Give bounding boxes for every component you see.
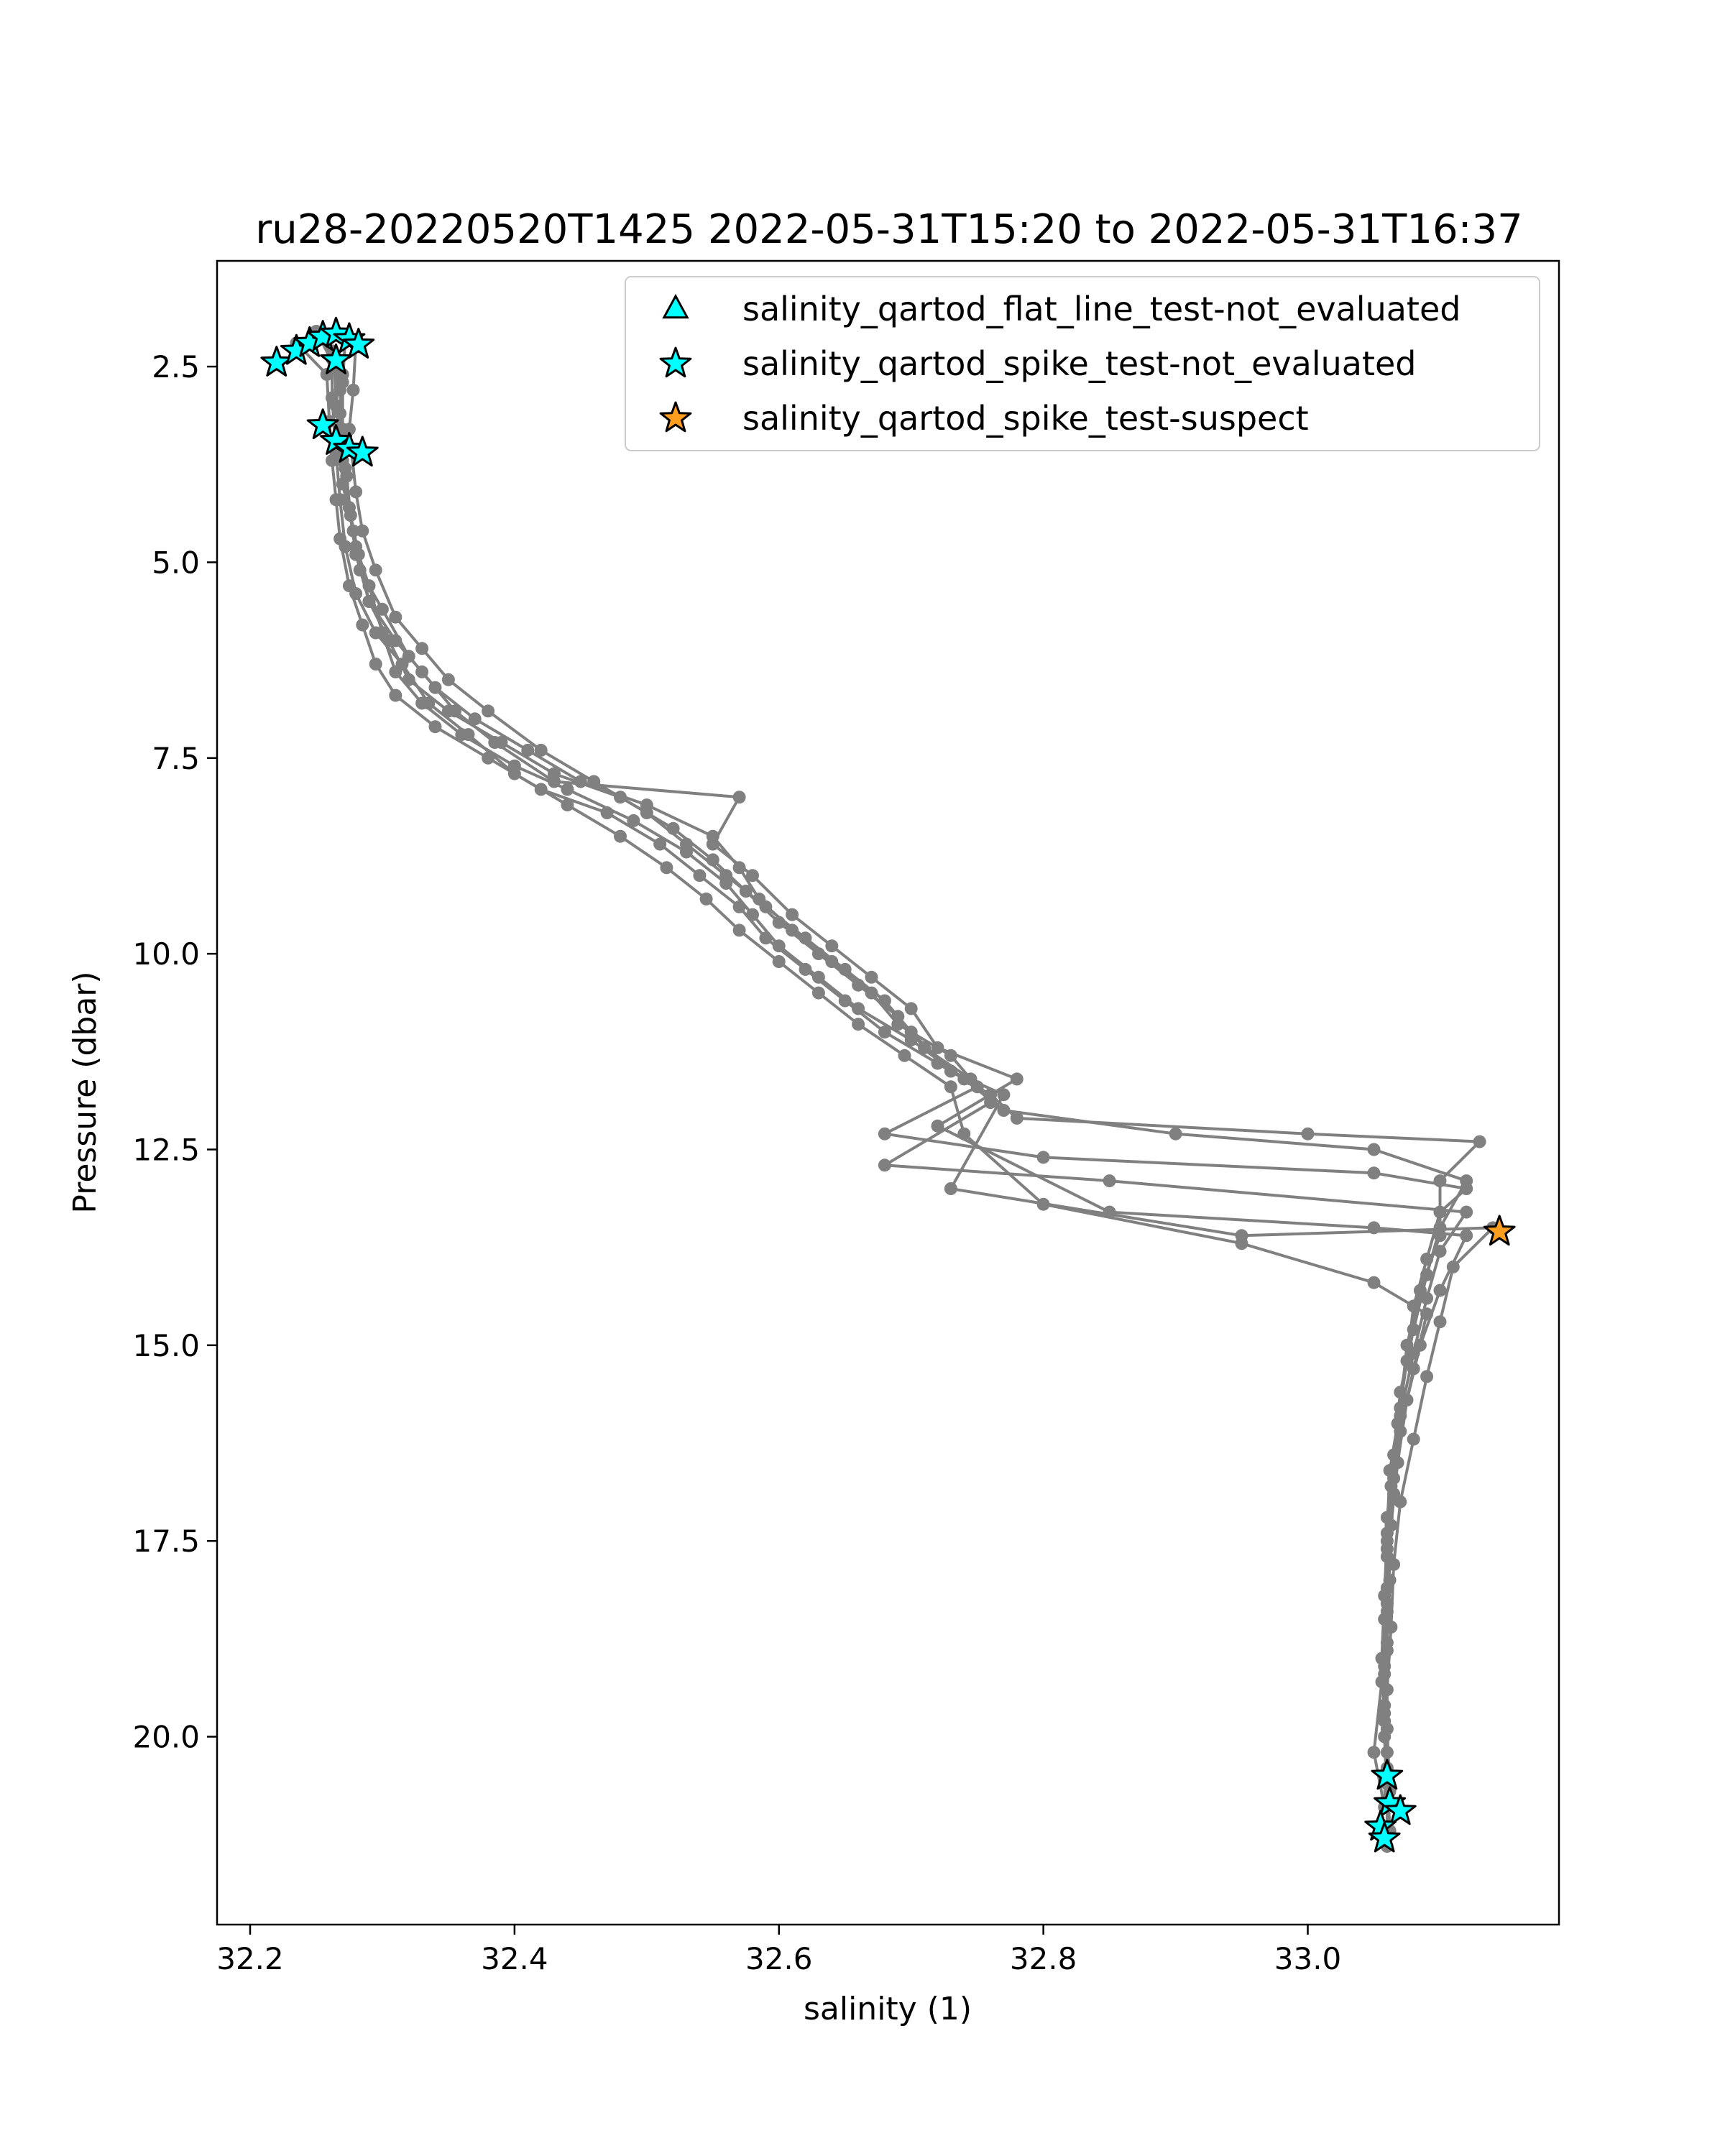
profile-point	[508, 768, 521, 780]
profile-point	[627, 814, 640, 827]
profile-point	[825, 939, 838, 952]
profile-point	[363, 595, 376, 608]
x-tick-label: 32.2	[216, 1941, 284, 1976]
plot-area	[217, 261, 1559, 1925]
profile-point	[852, 1002, 865, 1015]
y-tick-label: 10.0	[132, 936, 200, 972]
profile-point	[442, 673, 455, 686]
profile-point	[574, 775, 587, 788]
profile-point	[746, 869, 759, 882]
profile-point	[469, 712, 482, 725]
profile-point	[898, 1049, 911, 1062]
profile-point	[932, 1041, 944, 1054]
y-tick-label: 12.5	[132, 1132, 200, 1168]
profile-point	[957, 1128, 970, 1141]
profile-point	[865, 987, 878, 1000]
profile-point	[1378, 1707, 1391, 1720]
profile-point	[521, 744, 534, 757]
profile-point	[339, 540, 351, 553]
profile-point	[1378, 1660, 1391, 1673]
profile-point	[1420, 1268, 1433, 1281]
profile-point	[1037, 1151, 1050, 1164]
profile-point	[944, 1065, 957, 1078]
profile-point	[700, 893, 713, 906]
profile-point	[944, 1049, 957, 1062]
profile-point	[733, 791, 746, 803]
profile-point	[535, 783, 548, 796]
profile-point	[1407, 1299, 1420, 1312]
profile-point	[343, 501, 356, 514]
profile-point	[1414, 1339, 1427, 1352]
y-tick-label: 15.0	[132, 1327, 200, 1363]
profile-point	[1368, 1143, 1381, 1156]
profile-point	[759, 931, 772, 944]
profile-point	[601, 806, 614, 819]
profile-point	[389, 634, 402, 647]
profile-point	[932, 1120, 944, 1133]
profile-point	[693, 869, 706, 882]
profile-point	[1376, 1675, 1389, 1688]
profile-point	[773, 916, 786, 929]
profile-point	[614, 830, 627, 843]
profile-point	[1368, 1746, 1381, 1759]
profile-point	[1401, 1393, 1414, 1406]
profile-point	[667, 822, 680, 835]
profile-point	[740, 885, 753, 898]
profile-point	[719, 869, 732, 882]
x-tick-label: 32.4	[481, 1941, 548, 1976]
profile-point	[1387, 1488, 1400, 1501]
profile-point	[1434, 1315, 1447, 1328]
profile-point	[1037, 1198, 1050, 1211]
profile-point	[1381, 1746, 1394, 1759]
x-tick-label: 33.0	[1274, 1941, 1342, 1976]
profile-point	[462, 728, 475, 741]
profile-point	[415, 665, 428, 678]
profile-point	[349, 485, 362, 498]
profile-point	[891, 1010, 904, 1023]
profile-point	[965, 1072, 978, 1085]
legend-entry-label: salinity_qartod_spike_test-not_evaluated	[742, 344, 1417, 383]
y-tick-label: 2.5	[152, 349, 200, 385]
profile-point	[1394, 1425, 1407, 1438]
profile-point	[680, 838, 693, 851]
profile-point	[1011, 1072, 1024, 1085]
profile-point	[746, 908, 759, 921]
x-axis-label: salinity (1)	[803, 1991, 972, 2027]
profile-point	[1460, 1206, 1473, 1219]
x-tick-label: 32.8	[1009, 1941, 1077, 1976]
profile-point	[482, 752, 494, 765]
profile-point	[1381, 1582, 1394, 1595]
profile-point	[1103, 1206, 1116, 1219]
profile-point	[389, 611, 402, 624]
legend-entry-label: salinity_qartod_spike_test-suspect	[742, 399, 1309, 438]
profile-point	[1368, 1166, 1381, 1179]
legend	[625, 277, 1540, 451]
y-tick-label: 7.5	[152, 740, 200, 776]
profile-point	[340, 470, 353, 483]
profile-point	[1368, 1221, 1381, 1234]
profile-point	[773, 939, 786, 952]
profile-point	[786, 923, 799, 936]
profile-point	[1434, 1206, 1447, 1219]
profile-point	[653, 838, 666, 851]
profile-point	[1434, 1245, 1447, 1258]
profile-point	[997, 1104, 1010, 1117]
profile-point	[429, 720, 442, 733]
profile-point	[852, 979, 865, 992]
profile-point	[759, 900, 772, 913]
profile-point	[1236, 1237, 1248, 1250]
profile-point	[839, 963, 852, 976]
profile-point	[1381, 1644, 1394, 1657]
profile-point	[1394, 1409, 1407, 1422]
profile-point	[839, 995, 852, 1008]
profile-point	[918, 1041, 931, 1054]
y-tick-label: 17.5	[132, 1524, 200, 1560]
profile-point	[984, 1096, 997, 1109]
profile-point	[733, 900, 746, 913]
legend-entry-label: salinity_qartod_flat_line_test-not_evaluated	[742, 290, 1461, 328]
profile-point	[825, 955, 838, 968]
profile-point	[944, 1080, 957, 1093]
profile-point	[369, 627, 382, 640]
profile-point	[1420, 1370, 1433, 1383]
profile-point	[1381, 1597, 1394, 1610]
profile-point	[878, 995, 891, 1008]
profile-point	[1407, 1363, 1420, 1376]
profile-point	[1447, 1261, 1460, 1273]
profile-point	[799, 931, 812, 944]
profile-point	[369, 658, 382, 671]
profile-point	[561, 783, 574, 796]
profile-point	[1384, 1519, 1397, 1531]
profile-point	[1103, 1174, 1116, 1187]
profile-point	[1011, 1112, 1024, 1125]
profile-point	[1434, 1229, 1447, 1242]
profile-point	[354, 563, 367, 576]
profile-point	[1407, 1323, 1420, 1336]
profile-point	[422, 697, 435, 710]
profile-point	[773, 955, 786, 968]
profile-point	[535, 744, 548, 757]
profile-point	[733, 923, 746, 936]
x-tick-label: 32.6	[745, 1941, 813, 1976]
y-axis-label: Pressure (dbar)	[67, 971, 104, 1214]
profile-point	[1381, 1534, 1394, 1547]
profile-point	[334, 407, 346, 420]
profile-point	[448, 704, 461, 717]
profile-point	[356, 619, 369, 632]
profile-point	[878, 1128, 891, 1141]
profile-point	[1420, 1307, 1433, 1320]
profile-point	[1420, 1253, 1433, 1266]
profile-point	[997, 1088, 1010, 1101]
profile-point	[363, 579, 376, 592]
profile-point	[396, 658, 409, 671]
profile-point	[812, 947, 825, 960]
profile-point	[326, 392, 339, 405]
profile-point	[429, 681, 442, 694]
profile-point	[488, 736, 501, 749]
profile-point	[389, 689, 402, 702]
profile-point	[865, 971, 878, 984]
profile-point	[1381, 1723, 1394, 1736]
profile-point	[614, 791, 627, 803]
profile-point	[905, 1002, 918, 1015]
chart-title: ru28-20220520T1425 2022-05-31T15:20 to 2022-05-31T16:37	[255, 206, 1523, 253]
profile-point	[944, 1182, 957, 1195]
profile-point	[707, 853, 719, 866]
profile-point	[1434, 1284, 1447, 1297]
profile-point	[1169, 1128, 1182, 1141]
profile-point	[369, 563, 382, 576]
profile-point	[707, 838, 719, 851]
profile-point	[812, 971, 825, 984]
profile-point	[878, 1026, 891, 1038]
profile-point	[1392, 1456, 1404, 1469]
profile-point	[799, 963, 812, 976]
profile-point	[1387, 1472, 1400, 1485]
profile-point	[1434, 1174, 1447, 1187]
profile-point	[1381, 1550, 1394, 1563]
profile-point	[415, 642, 428, 655]
y-tick-label: 5.0	[152, 545, 200, 581]
profile-point	[905, 1026, 918, 1038]
profile-point	[587, 775, 600, 788]
profile-point	[878, 1158, 891, 1171]
profile-point	[356, 525, 369, 538]
profile-point	[660, 861, 673, 874]
profile-point	[561, 798, 574, 811]
profile-point	[1460, 1182, 1473, 1195]
profile-point	[1368, 1276, 1381, 1289]
profile-point	[640, 806, 653, 819]
profile-point	[548, 775, 561, 788]
profile-point	[733, 861, 746, 874]
profile-point	[1302, 1128, 1315, 1141]
y-tick-label: 20.0	[132, 1719, 200, 1755]
profile-point	[1407, 1433, 1420, 1446]
profile-point	[1378, 1613, 1391, 1626]
profile-point	[347, 384, 360, 397]
profile-point	[852, 1018, 865, 1031]
profile-point	[482, 704, 494, 717]
profile-point	[1460, 1229, 1473, 1242]
profile-point	[402, 673, 415, 686]
profile-point	[1420, 1292, 1433, 1305]
profile-point	[812, 987, 825, 1000]
profile-point	[786, 908, 799, 921]
profile-point	[376, 603, 389, 616]
profile-point	[932, 1057, 944, 1070]
profile-point	[349, 548, 362, 561]
profile-point	[1473, 1135, 1486, 1148]
profile-point	[349, 587, 362, 600]
